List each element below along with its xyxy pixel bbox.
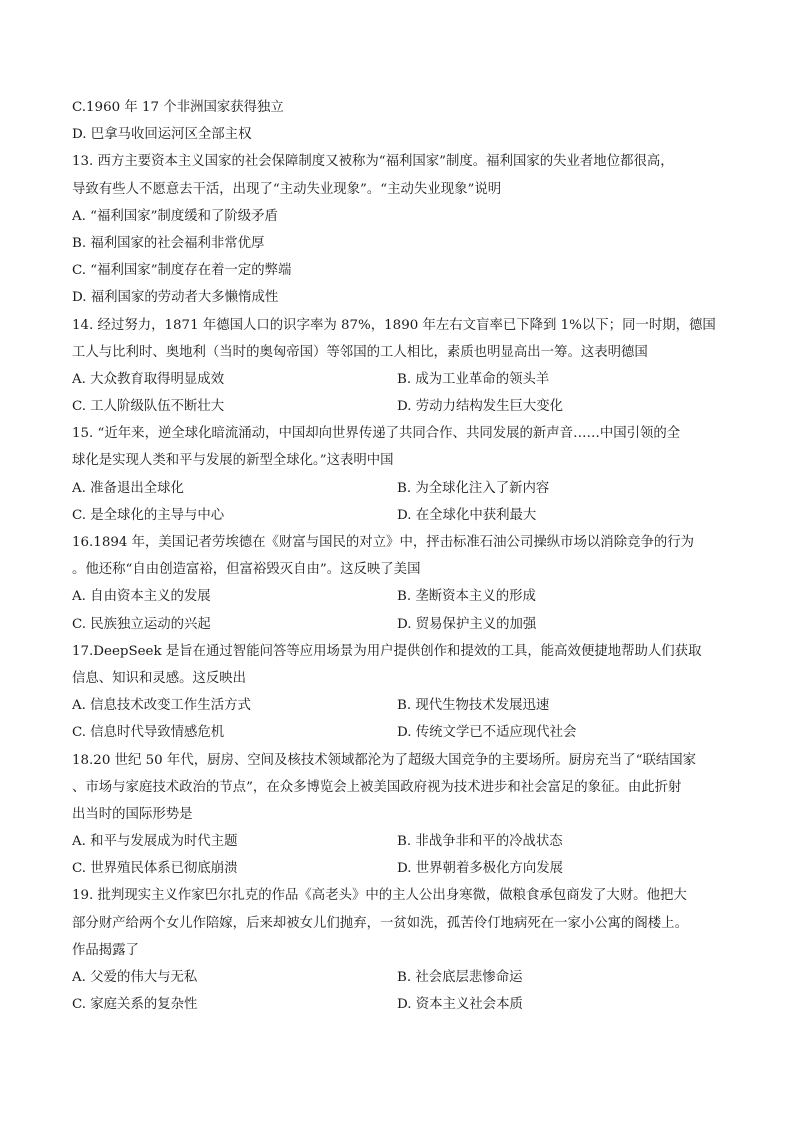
question-18 (72, 747, 722, 883)
q17-option-d: D. 传统文学已不适应现代社会 (397, 725, 577, 741)
question-15 (72, 420, 722, 529)
q13-option-b: B. 福利国家的社会福利非常优厚 (72, 235, 265, 251)
q17-stem-line-1: 17.DeepSeek 是旨在通过智能问答等应用场景为用户提供创作和提效的工具，能高效便捷地帮助人们获取 (72, 643, 702, 659)
q15-option-a: A. 准备退出全球化 (72, 480, 184, 496)
q13-option-a: A. “福利国家”制度缓和了阶级矛盾 (72, 208, 278, 224)
q15-stem-line-1: 15. “近年来，逆全球化暗流涌动，中国却向世界传递了共同合作、共同发展的新声音……中国引领的全 (72, 426, 681, 442)
q13-stem-line-2: 导致有些人不愿意去干活，出现了“主动失业现象”。“主动失业现象”说明 (72, 181, 502, 197)
q16-stem-line-1: 16.1894 年，美国记者劳埃德在《财富与国民的对立》中，抨击标准石油公司操纵市场以消除竞争的行为 (72, 535, 695, 550)
q15-options-row-2 (72, 502, 722, 529)
q19-option-a: A. 父爱的伟大与无私 (72, 970, 198, 985)
q14-options-row-1 (72, 366, 722, 393)
q18-option-a: A. 和平与发展成为时代主题 (72, 834, 238, 850)
q16-option-d: D. 贸易保护主义的加强 (397, 616, 537, 632)
question-list (72, 94, 722, 1018)
q18-options-row-1 (72, 828, 722, 855)
q13-stem-line-1: 13. 西方主要资本主义国家的社会保障制度又被称为“福利国家”制度。福利国家的失业者地位都很高， (72, 154, 674, 170)
q19-stem-line-2: 部分财产给两个女儿作陪嫁，后来却被女儿们抛弃，一贫如洗，孤苦伶仃地病死在一家小公寓的阁楼上。 (72, 915, 688, 931)
q18-stem-line-1: 18.20 世纪 50 年代，厨房、空间及核技术领域都沦为了超级大国竞争的主要场所。厨房充当了“联结国家 (72, 752, 697, 768)
q19-options-row-1 (72, 964, 722, 991)
q19-option-c: C. 家庭关系的复杂性 (72, 997, 198, 1013)
q16-option-c: C. 民族独立运动的兴起 (72, 616, 211, 632)
q17-options-row-1 (72, 692, 722, 719)
q14-option-c: C. 工人阶级队伍不断壮大 (72, 399, 225, 415)
q15-stem-line-2: 球化是实现人类和平与发展的新型全球化。”这表明中国 (72, 453, 394, 469)
question-17 (72, 638, 722, 747)
question-13 (72, 148, 722, 311)
q12-option-c: C.1960 年 17 个非洲国家获得独立 (72, 100, 284, 115)
q18-option-b: B. 非战争非和平的冷战状态 (397, 834, 563, 850)
q17-options-row-2 (72, 719, 722, 746)
q13-option-d: D. 福利国家的劳动者大多懒惰成性 (72, 290, 279, 306)
q14-option-a: A. 大众教育取得明显成效 (72, 371, 225, 387)
q17-stem-line-2: 信息、知识和灵感。这反映出 (72, 670, 247, 686)
q18-stem-line-3: 出当时的国际形势是 (72, 806, 193, 822)
question-14 (72, 312, 722, 421)
q17-option-b: B. 现代生物技术发展迅速 (397, 698, 550, 714)
q19-stem-line-3: 作品揭露了 (72, 942, 139, 958)
q18-option-c: C. 世界殖民体系已彻底崩溃 (72, 861, 238, 877)
q19-options-row-2 (72, 991, 722, 1018)
q18-option-d: D. 世界朝着多极化方向发展 (397, 861, 564, 877)
q14-option-b: B. 成为工业革命的领头羊 (397, 371, 550, 387)
q16-option-b: B. 垄断资本主义的形成 (397, 589, 536, 605)
q17-option-c: C. 信息时代导致情感危机 (72, 725, 225, 741)
q14-stem-line-2: 工人与比利时、奥地利（当时的奥匈帝国）等邻国的工人相比，素质也明显高出一筹。这表明德国 (72, 344, 648, 360)
q16-options-row-2 (72, 611, 722, 638)
q15-option-b: B. 为全球化注入了新内容 (397, 480, 550, 496)
q14-stem-line-1: 14. 经过努力，1871 年德国人口的识字率为 87%，1890 年左右文盲率已下降到 1%以下；同一时期，德国 (72, 317, 716, 333)
q12-option-d: D. 巴拿马收回运河区全部主权 (72, 127, 252, 143)
question-16 (72, 529, 722, 638)
q15-option-c: C. 是全球化的主导与中心 (72, 507, 225, 523)
q15-option-d: D. 在全球化中获利最大 (397, 507, 537, 523)
q14-options-row-2 (72, 393, 722, 420)
q18-stem-line-2: 、市场与家庭技术政治的节点”，在众多博览会上被美国政府视为技术进步和社会富足的象征。由此折射 (72, 779, 682, 795)
q14-option-d: D. 劳动力结构发生巨大变化 (397, 399, 564, 415)
q16-option-a: A. 自由资本主义的发展 (72, 589, 211, 605)
question-19 (72, 882, 722, 1018)
q19-option-b: B. 社会底层悲惨命运 (397, 970, 523, 985)
q16-stem-line-2: 。他还称“自由创造富裕，但富裕毁灭自由”。这反映了美国 (72, 562, 421, 578)
q18-options-row-2 (72, 855, 722, 882)
q17-option-a: A. 信息技术改变工作生活方式 (72, 698, 251, 714)
q13-option-c: C. “福利国家”制度存在着一定的弊端 (72, 263, 292, 279)
q16-options-row-1 (72, 583, 722, 610)
q15-options-row-1 (72, 475, 722, 502)
q19-stem-line-1: 19. 批判现实主义作家巴尔扎克的作品《高老头》中的主人公出身寒微，做粮食承包商发了大财。他把大 (72, 888, 687, 904)
q19-option-d: D. 资本主义社会本质 (397, 997, 523, 1013)
